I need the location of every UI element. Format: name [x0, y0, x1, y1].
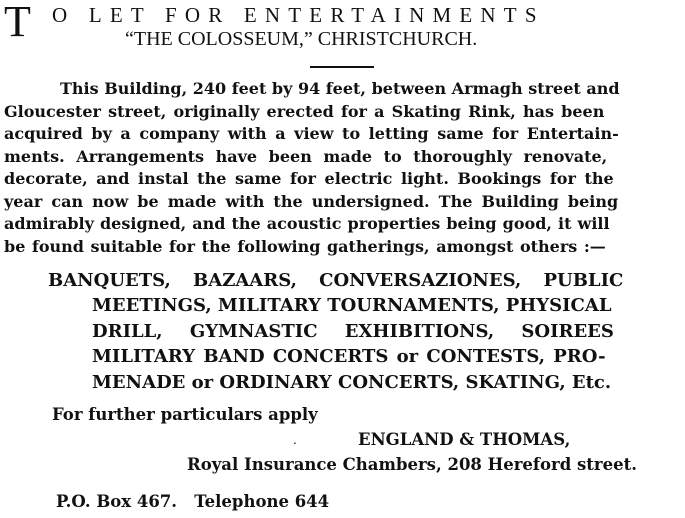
gatherings-line: BANQUETS, BAZAARS, CONVERSAZIONES, PUBLIC	[48, 270, 624, 291]
further-particulars: For further particulars apply	[52, 405, 318, 424]
body-line: acquired by a company with a view to letting same for Entertain-	[4, 124, 619, 143]
body-line: ments. Arrangements have been made to thoroughly renovate,	[4, 146, 608, 166]
gatherings-list	[48, 268, 623, 395]
body-line: Gloucester street, originally erected for a Skating Rink, has been	[4, 101, 605, 121]
body-line: decorate, and instal the same for electric light. Bookings for the	[4, 169, 614, 188]
gatherings-line: DRILL, GYMNASTIC EXHIBITIONS, SOIREES	[92, 320, 614, 342]
gatherings-line: MEETINGS, MILITARY TOURNAMENTS, PHYSICAL	[92, 295, 612, 317]
po-box-telephone: P.O. Box 467. Telephone 644	[56, 492, 330, 511]
body-line: be found suitable for the following gatherings, amongst others :—	[4, 236, 606, 256]
firm-name: ENGLAND & THOMAS,	[358, 430, 571, 449]
body-paragraph	[4, 78, 680, 258]
gatherings-line: MENADE or ORDINARY CONCERTS, SKATING, Etc.	[92, 371, 612, 393]
gatherings-line: MILITARY BAND CONCERTS or CONTESTS, PRO-	[92, 346, 606, 368]
separator-dot: .	[293, 433, 297, 447]
body-line: year can now be made with the undersigned. The Building being	[4, 191, 619, 211]
body-line: This Building, 240 feet by 94 feet, between Armagh street and	[60, 79, 620, 98]
subheadline: “THE COLOSSEUM,” CHRISTCHURCH.	[125, 28, 478, 50]
headline: O LET FOR ENTERTAINMENTS	[52, 3, 545, 27]
divider-rule	[310, 66, 374, 68]
firm-address: Royal Insurance Chambers, 208 Hereford street.	[187, 455, 637, 474]
drop-cap-letter: T	[4, 0, 31, 46]
body-line: admirably designed, and the acoustic properties being good, it will	[4, 214, 610, 233]
